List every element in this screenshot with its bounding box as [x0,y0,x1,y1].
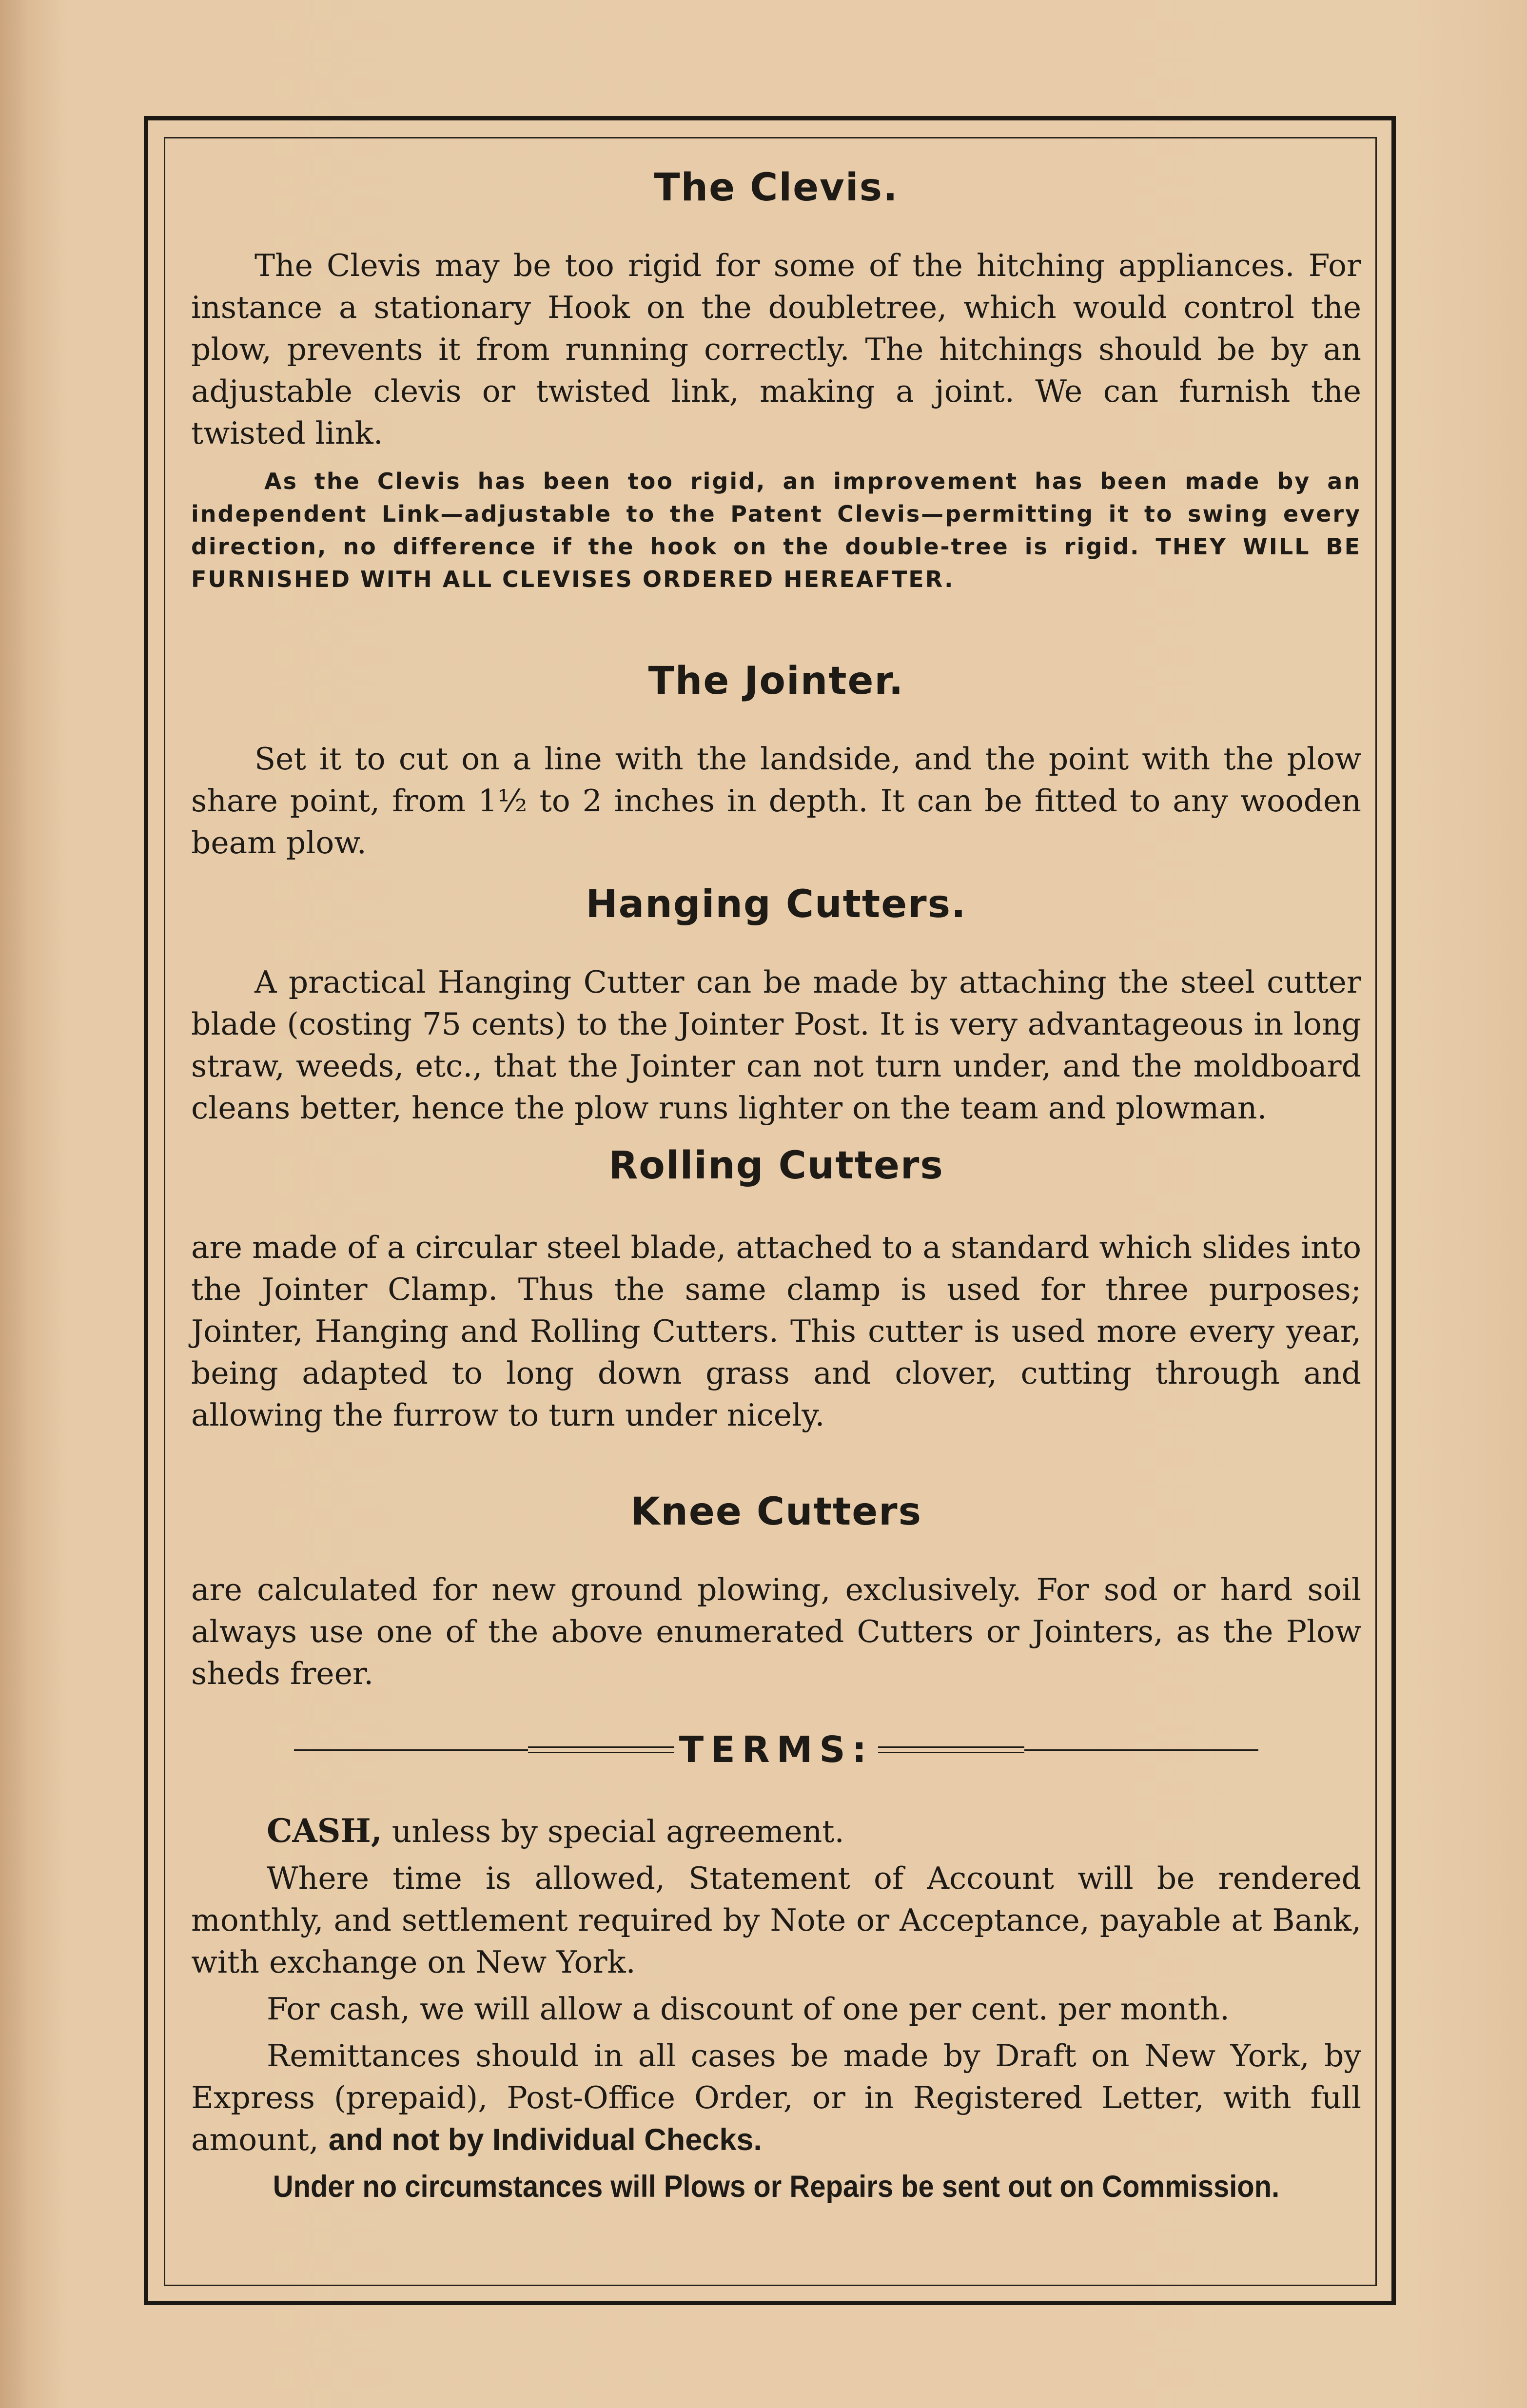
remittance-bold-text: and not by Individual Checks. [328,2123,762,2157]
terms-double-rule-left [528,1746,674,1753]
hanging-cutters-paragraph: A practical Hanging Cutter can be made by attaching the steel cutter blade (costing 75 cents) to the Jointer Post. It is very advantageous in long straw, weeds, etc., that the Jointer can not turn under, and the moldboard cleans better, hence the plow runs lighter on the team and plowman. [191,964,1361,1126]
rolling-cutters-paragraph: are made of a circular steel blade, attached to a standard which slides into the Jointer Clamp. Thus the same clamp is used for three purposes; Jointer, Hanging and Rolling Cutters. This cutter is used more every year, being adapted to long down grass and clover, cutting through and allowing the furrow to turn under nicely. [191,1230,1361,1433]
knee-cutters-heading: Knee Cutters [630,1490,922,1534]
remittance-paragraph [191,2035,1361,2161]
cash-discount-paragraph: For cash, we will allow a discount of one per cent. per month. [267,1991,1230,2027]
remittance-text: Remittances should in all cases be made by Draft on New York, by Express (prepaid), Post-Office Order, or in Registered Letter, with full amount, [191,2038,1361,2157]
knee-cutters-paragraph: are calculated for new ground plowing, exclusively. For sod or hard soil always use one of the above enumerated Cutters or Jointers, as the Plow sheds freer. [191,1572,1361,1691]
terms-double-rule-right [878,1746,1024,1753]
clevis-note: As the Clevis has been too rigid, an improvement has been made by an independent Link—adjustable to the Patent Clevis—permitting it to swing every direction, no difference if the hook on the double-tree is rigid. THEY WILL BE FURNISHED WITH ALL CLEVISES ORDERED HEREAFTER. [191,468,1361,592]
time-allowed-paragraph: Where time is allowed, Statement of Account will be rendered monthly, and settlement required by Note or Acceptance, payable at Bank, with exchange on New York. [191,1860,1361,1980]
hanging-cutters-heading: Hanging Cutters. [586,882,967,926]
cash-line [191,1810,1361,1853]
clevis-heading: The Clevis. [654,166,899,210]
terms-divider [191,1729,1361,1771]
cash-label: CASH, [267,1812,382,1850]
cash-text: unless by special agreement. [392,1814,844,1849]
jointer-paragraph: Set it to cut on a line with the landside, and the point with the plow share point, from 1½ to 2 inches in depth. It can be fitted to any wooden beam plow. [191,741,1361,861]
terms-rule-left [294,1749,528,1751]
commission-notice: Under no circumstances will Plows or Repairs be sent out on Commission. [273,2170,1280,2204]
document-content [191,161,1361,2208]
terms-rule-right [1024,1749,1258,1751]
clevis-paragraph: The Clevis may be too rigid for some of the hitching appliances. For instance a stationary Hook on the doubletree, which would control the plow, prevents it from running correctly. The hitchings should be by an adjustable clevis or twisted link, making a joint. We can furnish the twisted link. [191,248,1361,451]
rolling-cutters-heading: Rolling Cutters [608,1144,944,1188]
jointer-heading: The Jointer. [648,659,904,703]
terms-heading: TERMS: [679,1729,874,1771]
